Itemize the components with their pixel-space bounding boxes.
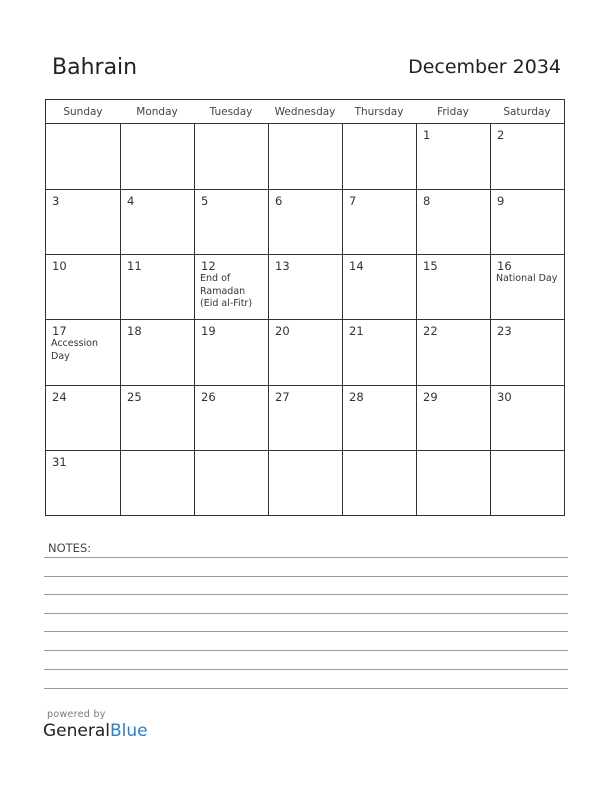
day-cell[interactable] xyxy=(46,189,120,254)
logo-general: General xyxy=(43,721,110,741)
day-number: 22 xyxy=(423,324,438,339)
weekday-header: Friday xyxy=(416,100,490,124)
day-number: 20 xyxy=(275,324,290,339)
notes-line xyxy=(44,594,568,595)
day-cell[interactable] xyxy=(268,319,342,384)
notes-line xyxy=(44,688,568,689)
day-number: 12 xyxy=(201,259,216,274)
day-cell[interactable] xyxy=(490,124,564,189)
weekday-header: Wednesday xyxy=(268,100,342,124)
day-cell[interactable] xyxy=(490,385,564,450)
calendar-grid xyxy=(45,99,565,516)
powered-by-text: powered by xyxy=(47,709,106,720)
day-number: 23 xyxy=(497,324,512,339)
day-number: 27 xyxy=(275,389,290,404)
day-number: 5 xyxy=(201,194,209,209)
day-number: 13 xyxy=(275,259,290,274)
weekday-header: Monday xyxy=(120,100,194,124)
day-cell[interactable] xyxy=(120,254,194,319)
day-cell[interactable] xyxy=(342,189,416,254)
day-cell[interactable] xyxy=(120,189,194,254)
day-number: 24 xyxy=(52,389,67,404)
holiday-label: End of Ramadan (Eid al-Fitr) xyxy=(200,273,253,310)
calendar-month: December 2034 xyxy=(408,56,561,78)
notes-line xyxy=(44,613,568,614)
holiday-label: Accession Day xyxy=(51,338,98,362)
day-cell[interactable] xyxy=(46,124,120,189)
day-number: 1 xyxy=(423,128,431,142)
notes-line xyxy=(44,557,568,558)
day-cell[interactable] xyxy=(268,124,342,189)
day-number: 29 xyxy=(423,389,438,404)
day-cell[interactable] xyxy=(120,124,194,189)
weekday-header: Sunday xyxy=(46,100,120,124)
day-cell[interactable] xyxy=(268,189,342,254)
notes-line xyxy=(44,669,568,670)
day-cell[interactable] xyxy=(416,385,490,450)
day-cell[interactable] xyxy=(194,319,268,384)
day-number: 9 xyxy=(497,194,505,209)
day-cell[interactable] xyxy=(416,254,490,319)
day-cell[interactable] xyxy=(490,254,564,319)
day-number: 4 xyxy=(127,194,135,209)
calendar-country: Bahrain xyxy=(52,55,138,80)
day-cell[interactable] xyxy=(268,450,342,515)
weekday-header: Saturday xyxy=(490,100,564,124)
logo-blue: Blue xyxy=(110,721,148,741)
day-cell[interactable] xyxy=(120,385,194,450)
day-cell[interactable] xyxy=(490,319,564,384)
day-number: 16 xyxy=(497,259,512,274)
day-cell[interactable] xyxy=(342,385,416,450)
day-cell[interactable] xyxy=(268,385,342,450)
day-cell[interactable] xyxy=(342,124,416,189)
day-cell[interactable] xyxy=(194,450,268,515)
day-cell[interactable] xyxy=(342,450,416,515)
day-cell[interactable] xyxy=(342,319,416,384)
notes-label: NOTES: xyxy=(48,541,92,555)
day-cell[interactable] xyxy=(416,124,490,189)
notes-line xyxy=(44,576,568,577)
day-number: 26 xyxy=(201,389,216,404)
day-cell[interactable] xyxy=(416,189,490,254)
day-number: 31 xyxy=(52,454,67,469)
notes-line xyxy=(44,631,568,632)
notes-line xyxy=(44,650,568,651)
day-number: 8 xyxy=(423,194,431,209)
day-cell[interactable] xyxy=(194,124,268,189)
day-number: 19 xyxy=(201,324,216,339)
day-cell[interactable] xyxy=(342,254,416,319)
day-number: 15 xyxy=(423,259,438,274)
day-cell[interactable] xyxy=(490,189,564,254)
day-cell[interactable] xyxy=(416,450,490,515)
day-cell[interactable] xyxy=(416,319,490,384)
weekday-header: Thursday xyxy=(342,100,416,124)
day-number: 30 xyxy=(497,389,512,404)
day-cell[interactable] xyxy=(120,450,194,515)
day-number: 25 xyxy=(127,389,142,404)
day-number: 28 xyxy=(349,389,364,404)
holiday-label: National Day xyxy=(496,273,558,285)
day-number: 3 xyxy=(52,194,60,209)
day-number: 10 xyxy=(52,259,67,274)
day-number: 11 xyxy=(127,259,142,274)
day-cell[interactable] xyxy=(120,319,194,384)
day-cell[interactable] xyxy=(490,450,564,515)
day-number: 21 xyxy=(349,324,364,339)
day-number: 14 xyxy=(349,259,364,274)
day-cell[interactable] xyxy=(194,385,268,450)
day-cell[interactable] xyxy=(46,450,120,515)
day-number: 18 xyxy=(127,324,142,339)
day-cell[interactable] xyxy=(46,254,120,319)
day-number: 6 xyxy=(275,194,283,209)
day-cell[interactable] xyxy=(194,189,268,254)
day-cell[interactable] xyxy=(268,254,342,319)
day-number: 2 xyxy=(497,128,505,142)
day-cell[interactable] xyxy=(46,385,120,450)
day-number: 17 xyxy=(52,324,67,339)
day-cell[interactable] xyxy=(194,254,268,319)
weekday-header: Tuesday xyxy=(194,100,268,124)
generalblue-logo[interactable] xyxy=(43,721,148,741)
day-number: 7 xyxy=(349,194,357,209)
day-cell[interactable] xyxy=(46,319,120,384)
